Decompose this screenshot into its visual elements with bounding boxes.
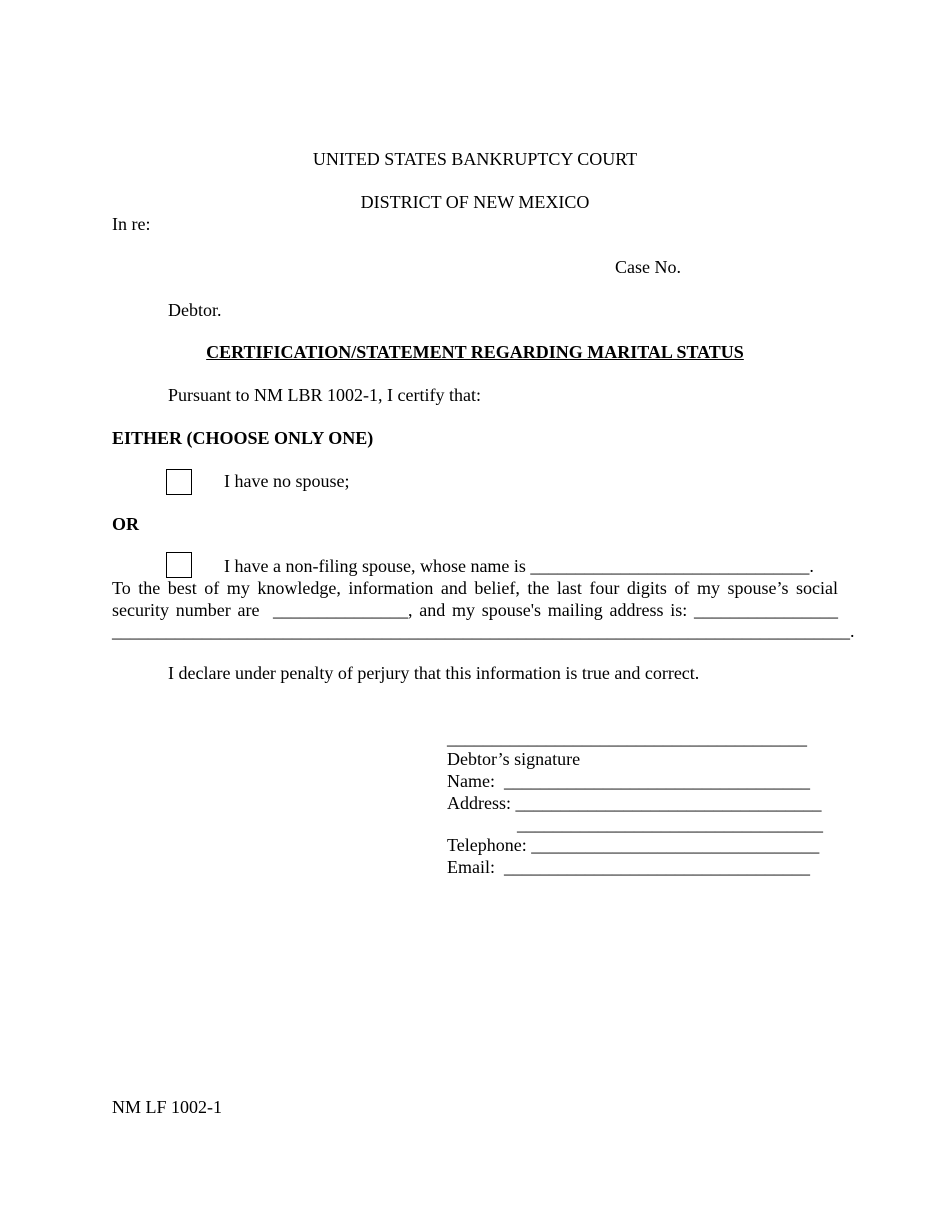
either-label: EITHER (CHOOSE ONLY ONE) [112, 428, 374, 448]
case-number-label: Case No. [615, 257, 681, 277]
form-heading: CERTIFICATION/STATEMENT REGARDING MARITAL STATUS [206, 342, 744, 362]
court-title: UNITED STATES BANKRUPTCY COURT [312, 149, 638, 169]
in-re-label: In re: [112, 214, 151, 234]
form-id: NM LF 1002-1 [112, 1097, 223, 1117]
or-label: OR [112, 514, 139, 534]
signature-line: ________________________________________ [447, 728, 807, 748]
address-field: Address: __________________________________ [447, 793, 822, 813]
no-spouse-text: I have no spouse; [224, 471, 350, 491]
intro-text: Pursuant to NM LBR 1002-1, I certify that: [168, 385, 481, 405]
spouse-address-line: __________________________________________________________________________________. [112, 621, 855, 641]
signature-label: Debtor’s signature [447, 749, 581, 769]
name-field: Name: __________________________________ [447, 771, 810, 791]
email-field: Email: __________________________________ [447, 857, 810, 877]
debtor-label: Debtor. [168, 300, 222, 320]
spouse-ssn-text: To the best of my knowledge, information and belief, the last four digits of my spouse’s social [112, 578, 838, 598]
district-name: DISTRICT OF NEW MEXICO [360, 192, 590, 212]
non-filing-spouse-checkbox[interactable] [166, 552, 192, 578]
address-field-line2: __________________________________ [517, 814, 823, 834]
telephone-field: Telephone: ________________________________ [447, 835, 820, 855]
spouse-name-line: I have a non-filing spouse, whose name is _______________________________. [224, 556, 814, 576]
no-spouse-checkbox[interactable] [166, 469, 192, 495]
spouse-address-text: security number are _______________, and my spouse's mailing address is: ________________ [112, 600, 838, 620]
declaration-text: I declare under penalty of perjury that this information is true and correct. [168, 663, 700, 683]
